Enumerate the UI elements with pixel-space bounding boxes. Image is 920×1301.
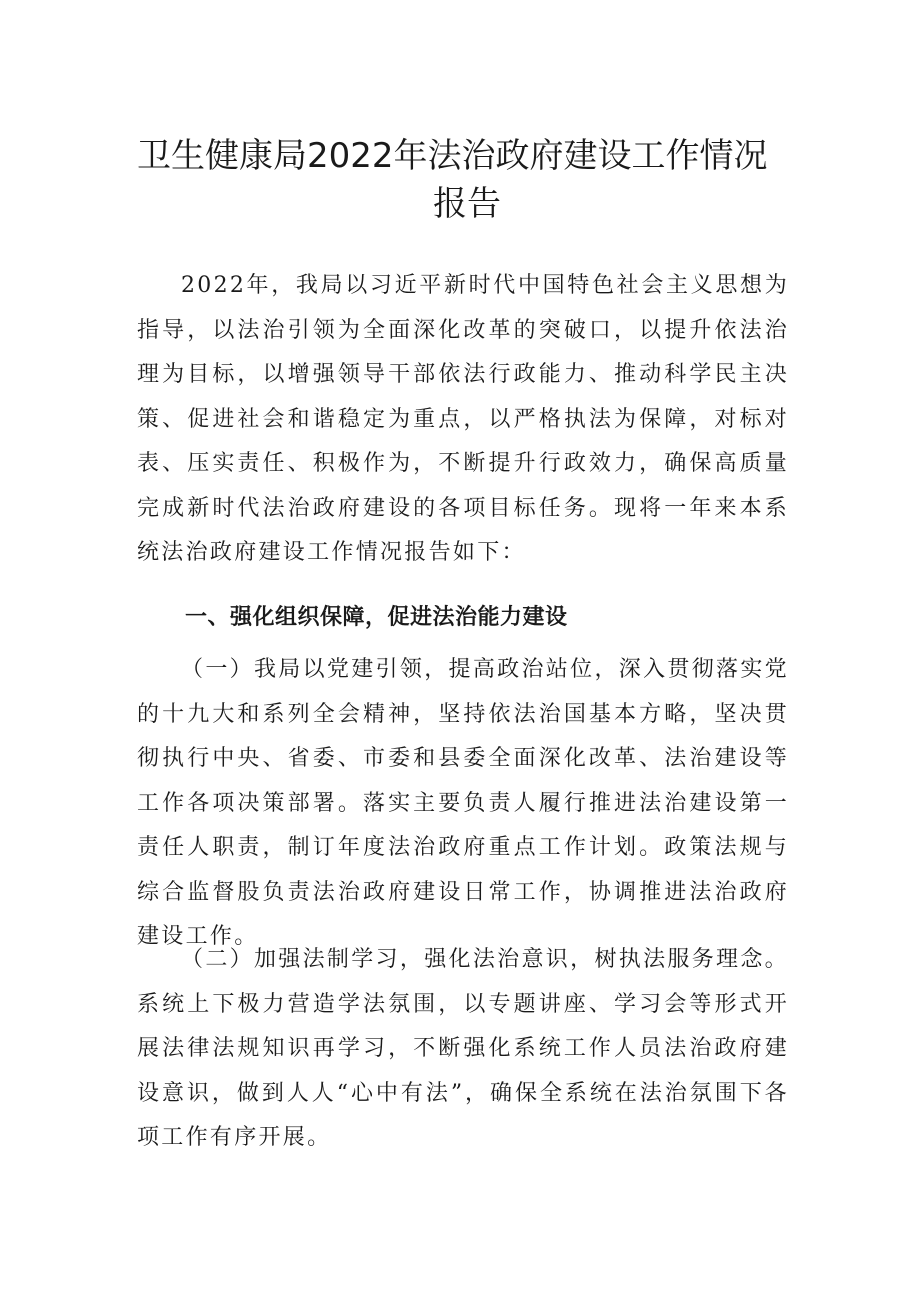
section-1-heading: 一、强化组织保障，促进法治能力建设	[185, 605, 568, 630]
intro-paragraph: 2022年，我局以习近平新时代中国特色社会主义思想为指导，以法治引领为全面深化改革的突破口，以提升依法治理为目标，以增强领导干部依法行政能力、推动科学民主决策、促进社会和谐稳定为重点，以严格执法为保障，对标对表、压实责任、积极作为，不断提升行政效力，确保高质量完成新时代法治政府建设的各项目标任务。现将一年来本系统法治政府建设工作情况报告如下：	[137, 273, 789, 565]
title-line-1: 卫生健康局2022年法治政府建设工作情况	[137, 136, 768, 176]
section-1-item-1: （一）我局以党建引领，提高政治站位，深入贯彻落实党的十九大和系列全会精神，坚持依法治国基本方略，坚决贯彻执行中央、省委、市委和县委全面深化改革、法治建设等工作各项决策部署。落实主要负责人履行推进法治建设第一责任人职责，制订年度法治政府重点工作计划。政策法规与综合监督股负责法治政府建设日常工作，协调推进法治政府建设工作。	[137, 657, 789, 949]
section-1-item-2: （二）加强法制学习，强化法治意识，树执法服务理念。系统上下极力营造学法氛围，以专题讲座、学习会等形式开展法律法规知识再学习，不断强化系统工作人员法治政府建设意识，做到人人“心中有法”，确保全系统在法治氛围下各项工作有序开展。	[137, 947, 789, 1150]
document-title	[137, 132, 797, 228]
title-line-2: 报告	[433, 184, 501, 224]
